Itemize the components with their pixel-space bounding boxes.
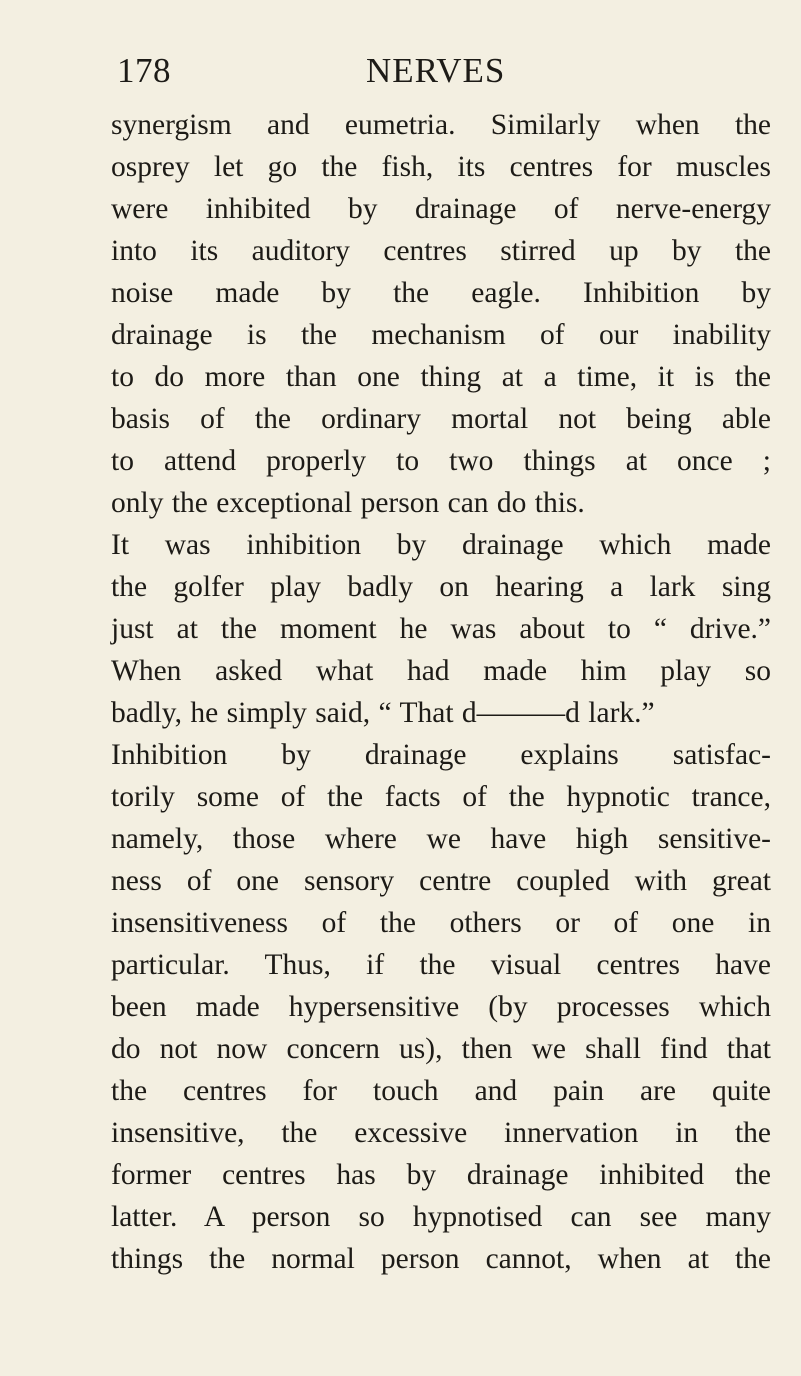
- text-line: former centres has by drainage inhibited the: [111, 1159, 771, 1191]
- text-line: latter. A person so hypnotised can see many: [111, 1201, 771, 1233]
- text-line: been made hypersensitive (by processes which: [111, 991, 771, 1023]
- body-text: [111, 104, 771, 1280]
- text-line: namely, those where we have high sensitive-: [111, 823, 771, 855]
- running-title: NERVES: [366, 51, 506, 90]
- text-line: basis of the ordinary mortal not being able: [111, 403, 771, 435]
- text-line: only the exceptional person can do this.: [111, 487, 585, 519]
- text-line: torily some of the facts of the hypnotic trance,: [111, 781, 771, 813]
- text-line: synergism and eumetria. Similarly when the: [111, 109, 771, 141]
- text-line: insensitiveness of the others or of one in: [111, 907, 771, 939]
- text-line: just at the moment he was about to “ drive.”: [111, 613, 771, 645]
- page-number: 178: [117, 51, 171, 90]
- text-line: to do more than one thing at a time, it is the: [111, 361, 771, 393]
- text-line: were inhibited by drainage of nerve-energy: [111, 193, 771, 225]
- text-line: the centres for touch and pain are quite: [111, 1075, 771, 1107]
- text-line: ness of one sensory centre coupled with great: [111, 865, 771, 897]
- text-line: When asked what had made him play so: [111, 655, 771, 687]
- text-line: particular. Thus, if the visual centres have: [111, 949, 771, 981]
- text-line: noise made by the eagle. Inhibition by: [111, 277, 771, 309]
- text-line: Inhibition by drainage explains satisfac-: [111, 739, 771, 771]
- text-line: do not now concern us), then we shall find that: [111, 1033, 771, 1065]
- text-line: It was inhibition by drainage which made: [111, 529, 771, 561]
- text-line: to attend properly to two things at once ;: [111, 445, 771, 477]
- running-head: [111, 46, 731, 96]
- text-line: the golfer play badly on hearing a lark sing: [111, 571, 771, 603]
- text-line: insensitive, the excessive innervation in the: [111, 1117, 771, 1149]
- text-line: drainage is the mechanism of our inability: [111, 319, 771, 351]
- text-line: badly, he simply said, “ That d———d lark.”: [111, 697, 655, 729]
- text-line: into its auditory centres stirred up by the: [111, 235, 771, 267]
- text-line: osprey let go the fish, its centres for muscles: [111, 151, 771, 183]
- text-line: things the normal person cannot, when at the: [111, 1243, 771, 1275]
